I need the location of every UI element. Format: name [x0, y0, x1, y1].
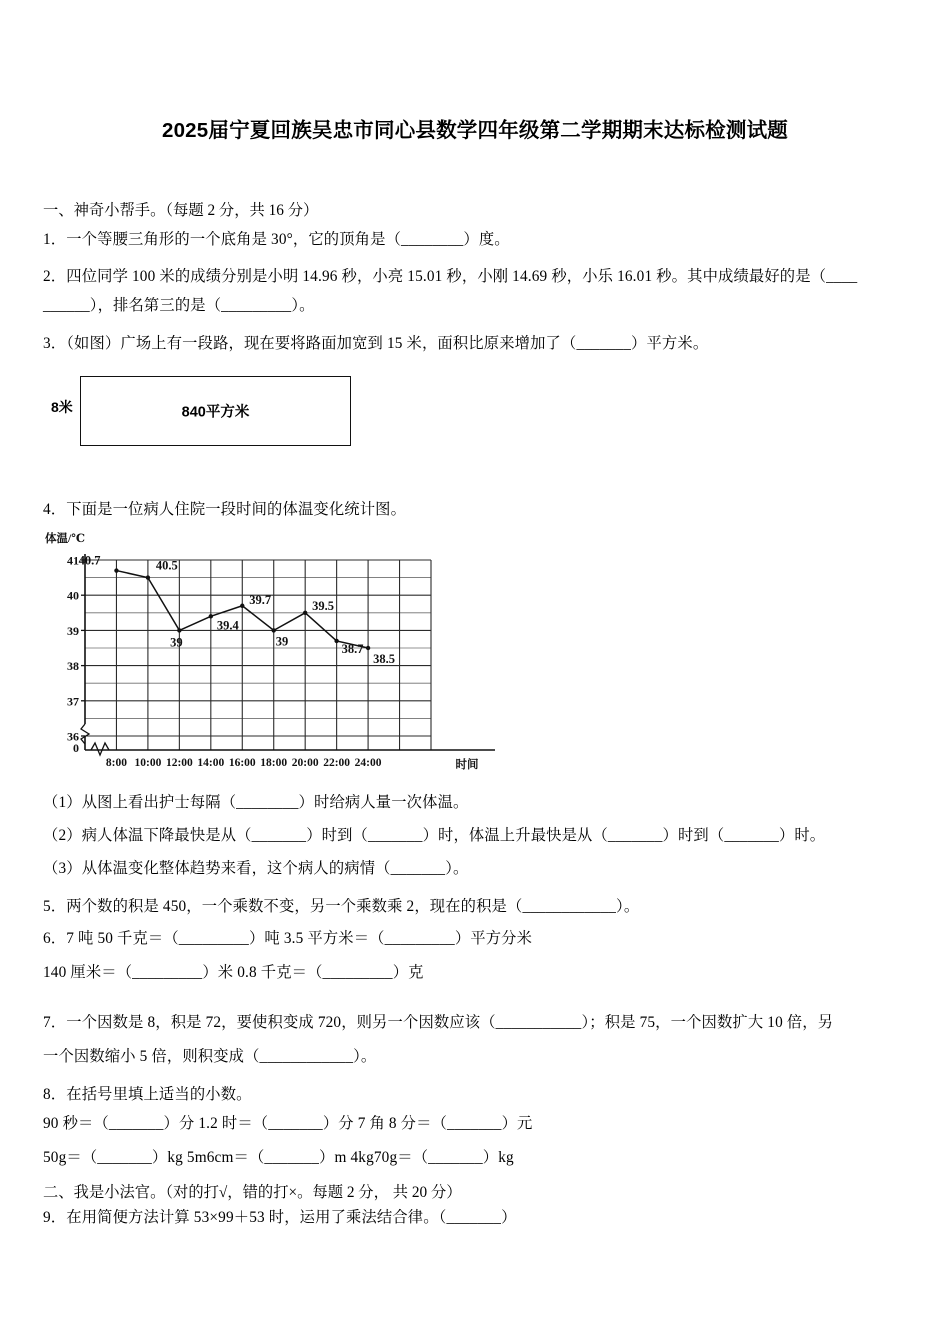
section-1-heading: 一、神奇小帮手。（每题 2 分，共 16 分） — [43, 202, 319, 219]
x-tick-label: 24:00 — [354, 757, 382, 769]
x-tick-label: 12:00 — [165, 757, 193, 769]
data-point-marker — [366, 646, 370, 650]
data-point-label: 39.7 — [249, 592, 272, 607]
x-tick-label: 10:00 — [134, 757, 162, 769]
temperature-line-chart — [43, 528, 503, 778]
question-6-line-2: 140 厘米＝（_________）米 0.8 千克＝（_________）克 — [43, 964, 424, 981]
figure-area-label: 840平方米 — [181, 404, 250, 421]
data-point-marker — [146, 575, 150, 579]
data-point-label: 40.7 — [78, 553, 101, 568]
question-8-line-2: 50g＝（_______）kg 5m6cm＝（_______）m 4kg70g＝（_______）kg — [43, 1149, 514, 1166]
data-point-marker — [334, 639, 338, 643]
question-1: 1．一个等腰三角形的一个底角是 30°，它的顶角是（________）度。 — [43, 231, 510, 248]
question-9: 9．在用简便方法计算 53×99＋53 时，运用了乘法结合律。（_______） — [43, 1209, 517, 1226]
data-point-marker — [209, 614, 213, 618]
y-tick-label: 40 — [67, 588, 79, 603]
x-tick-label: 20:00 — [291, 757, 319, 769]
question-3: 3．（如图）广场上有一段路，现在要将路面加宽到 15 米，面积比原来增加了（_______）平方米。 — [43, 335, 709, 352]
y-axis-title: 体温/℃ — [45, 533, 85, 545]
chart-svg — [43, 528, 503, 778]
question-4-sub-3: （3）从体温变化整体趋势来看，这个病人的病情（_______）。 — [43, 860, 469, 877]
data-point-marker — [114, 568, 118, 572]
question-8: 8．在括号里填上适当的小数。 — [43, 1086, 252, 1103]
data-point-label: 38.5 — [373, 652, 395, 666]
y-tick-label: 36 — [67, 729, 79, 744]
data-point-label: 40.5 — [155, 558, 178, 573]
question-7-line-1: 7．一个因数是 8，积是 72，要使积变成 720，则另一个因数应该（___________）；积是 75，一个因数扩大 10 倍，另 — [43, 1014, 834, 1031]
x-tick-label: 8:00 — [105, 757, 128, 769]
x-axis-title: 时间 — [455, 759, 479, 771]
figure-width-label: 8米 — [51, 399, 73, 415]
question-4-sub-2: （2）病人体温下降最快是从（_______）时到（_______）时，体温上升最快是从（_______）时到（_______）时。 — [43, 827, 826, 844]
data-point-label: 39.5 — [312, 598, 335, 613]
question-2-line-2: ______），排名第三的是（_________）。 — [43, 297, 315, 314]
x-tick-label: 14:00 — [197, 757, 225, 769]
x-tick-label: 18:00 — [260, 757, 288, 769]
data-point-marker — [272, 628, 276, 632]
x-tick-label: 16:00 — [228, 757, 256, 769]
page-title: 2025届宁夏回族吴忠市同心县数学四年级第二学期期末达标检测试题 — [161, 119, 788, 142]
data-point-label: 39 — [275, 634, 289, 649]
data-point-marker — [303, 611, 307, 615]
question-7-line-2: 一个因数缩小 5 倍，则积变成（____________）。 — [43, 1048, 377, 1065]
data-point-label: 39 — [170, 635, 183, 650]
section-2-heading: 二、我是小法官。（对的打√，错的打×。每题 2 分， 共 20 分） — [43, 1184, 462, 1201]
question-4-sub-1: （1）从图上看出护士每隔（________）时给病人量一次体温。 — [43, 794, 469, 811]
y-tick-label: 39 — [67, 623, 79, 638]
data-point-marker — [240, 604, 244, 608]
x-tick-label: 22:00 — [323, 757, 351, 769]
data-point-label: 39.4 — [216, 618, 239, 633]
y-axis-origin-label: 0 — [73, 741, 79, 755]
question-8-line-1: 90 秒＝（_______）分 1.2 时＝（_______）分 7 角 8 分＝（_______）元 — [43, 1115, 533, 1132]
question-2-line-1: 2．四位同学 100 米的成绩分别是小明 14.96 秒，小亮 15.01 秒，小刚 14.69 秒，小乐 16.01 秒。其中成绩最好的是（____ — [43, 268, 858, 285]
x-axis-break-icon — [91, 743, 109, 755]
y-tick-label: 37 — [67, 694, 79, 709]
y-tick-label: 38 — [67, 659, 79, 674]
figure-rectangle-outline — [80, 376, 351, 446]
question-4: 4．下面是一位病人住院一段时间的体温变化统计图。 — [43, 501, 407, 518]
data-point-marker — [177, 628, 181, 632]
y-tick-label: 41 — [67, 553, 79, 568]
question-6-line-1: 6．7 吨 50 千克＝（_________）吨 3.5 平方米＝（_________）平方分米 — [43, 930, 533, 947]
data-point-label: 38.7 — [341, 641, 364, 656]
question-5: 5．两个数的积是 450，一个乘数不变，另一个乘数乘 2，现在的积是（____________）。 — [43, 898, 640, 915]
figure-road-rectangle — [43, 371, 443, 453]
